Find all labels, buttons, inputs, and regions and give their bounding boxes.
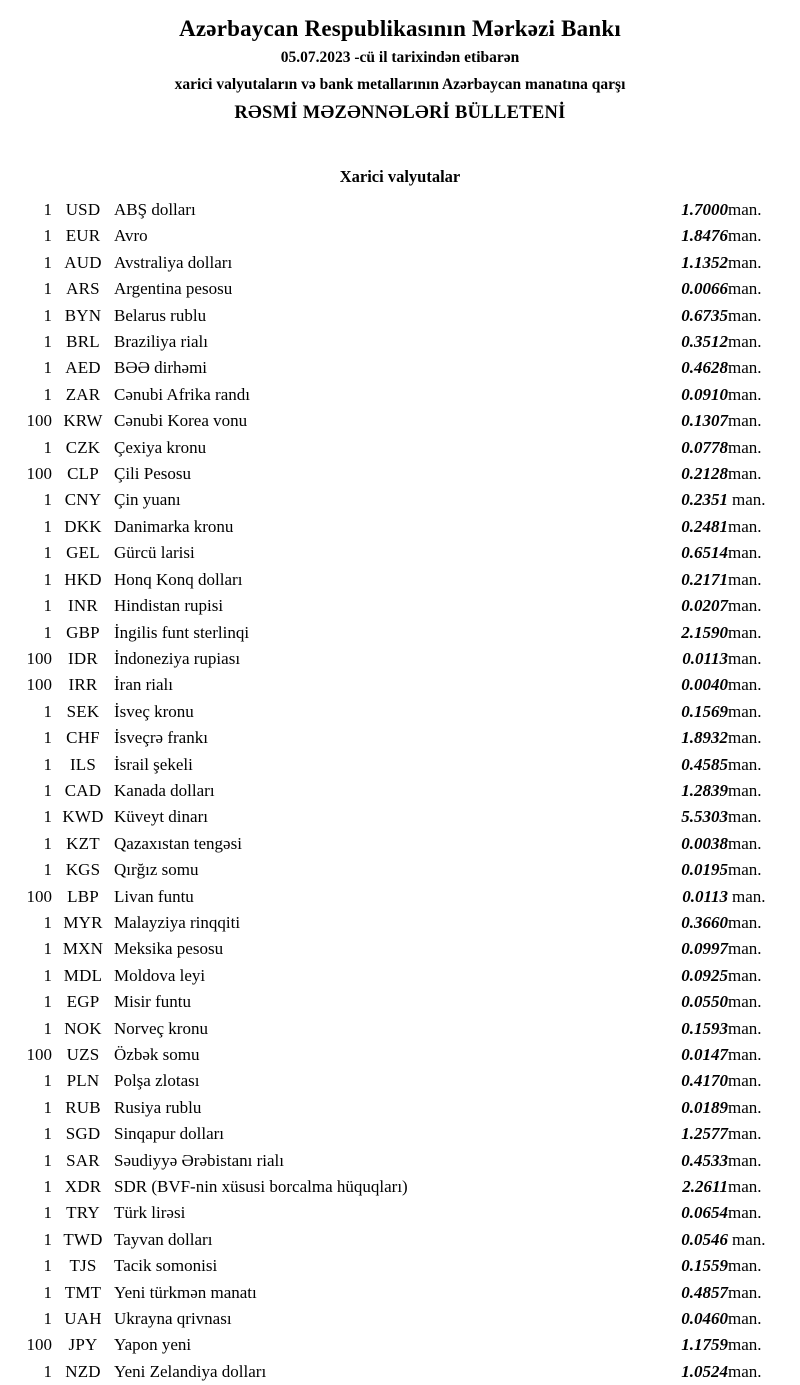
table-row: [0, 355, 800, 381]
currency-rate: 0.4628: [681, 358, 728, 378]
currency-quantity: 1: [43, 305, 52, 325]
table-row: [0, 884, 800, 910]
currency-rate: 0.4857: [681, 1282, 728, 1302]
currency-unit: man.: [728, 279, 762, 299]
exchange-rates-table: [0, 197, 800, 1385]
currency-name: Avro: [114, 226, 148, 246]
currency-name: Yeni türkmən manatı: [114, 1282, 257, 1302]
currency-name: İsveç kronu: [114, 701, 194, 721]
currency-quantity: 1: [43, 701, 52, 721]
currency-code: PLN: [66, 1071, 100, 1091]
currency-code: XDR: [64, 1177, 102, 1197]
currency-quantity: 1: [43, 1309, 52, 1329]
currency-quantity: 1: [43, 1282, 52, 1302]
currency-name: Danimarka kronu: [114, 516, 234, 536]
currency-quantity: 1: [43, 754, 52, 774]
currency-code: GBP: [66, 622, 100, 642]
table-row: [0, 804, 800, 830]
currency-quantity: 1: [43, 860, 52, 880]
currency-rate: 0.0147: [681, 1045, 728, 1064]
currency-rate: 0.0113: [682, 886, 728, 906]
currency-unit: man.: [728, 411, 762, 431]
table-row: [0, 250, 800, 276]
currency-quantity: 100: [26, 1335, 52, 1355]
currency-rate: 1.8932: [681, 728, 728, 748]
currency-rate: 0.6735: [681, 305, 728, 325]
currency-name: Livan funtu: [114, 886, 194, 906]
currency-unit: man.: [728, 1018, 762, 1038]
currency-unit: man.: [728, 200, 762, 219]
currency-rate: 1.0524: [681, 1361, 728, 1381]
table-row: [0, 1359, 800, 1385]
currency-code: KGS: [65, 860, 101, 880]
currency-rate: 0.0910: [681, 384, 728, 404]
currency-rate: 1.8476: [681, 226, 728, 246]
currency-code: UAH: [64, 1309, 102, 1329]
currency-unit: man.: [728, 1124, 762, 1144]
currency-code: KZT: [66, 833, 100, 853]
currency-code: SGD: [65, 1124, 101, 1144]
table-row: [0, 461, 800, 487]
currency-name: Çexiya kronu: [114, 437, 207, 457]
currency-rate: 2.1590: [681, 622, 728, 642]
currency-code: IRR: [68, 675, 98, 695]
currency-code: TJS: [69, 1256, 97, 1276]
currency-rate: 0.0066: [681, 279, 728, 299]
currency-unit: man.: [728, 648, 762, 668]
currency-code: KWD: [62, 807, 104, 827]
currency-code: AED: [65, 358, 101, 378]
currency-rate: 0.2481: [681, 516, 728, 536]
table-row: [0, 1042, 800, 1068]
currency-quantity: 1: [43, 332, 52, 352]
currency-code: NZD: [65, 1361, 101, 1381]
currency-rate: 0.3512: [681, 332, 728, 352]
currency-unit: man.: [728, 780, 762, 800]
currency-code: MXN: [62, 939, 104, 959]
currency-quantity: 100: [26, 675, 52, 695]
currency-unit: man.: [728, 384, 762, 404]
currency-code: CHF: [66, 728, 100, 748]
currency-quantity: 1: [43, 965, 52, 985]
currency-name: Ukrayna qrivnası: [114, 1309, 232, 1329]
table-row: [0, 1121, 800, 1147]
currency-rate: 1.2577: [681, 1124, 728, 1144]
currency-unit: man.: [728, 569, 762, 589]
currency-name: Yeni Zelandiya dolları: [114, 1361, 267, 1381]
currency-unit: man.: [728, 992, 762, 1012]
currency-rate: 0.6514: [681, 543, 728, 563]
currency-quantity: 1: [43, 569, 52, 589]
currency-rate: 0.3660: [681, 912, 728, 932]
table-row: [0, 567, 800, 593]
effective-date-line: 05.07.2023 -cü il tarixindən etibarən: [280, 49, 520, 66]
currency-quantity: 100: [26, 411, 52, 431]
currency-code: UZS: [66, 1045, 100, 1064]
currency-unit: man.: [728, 1361, 762, 1381]
currency-code: MDL: [63, 965, 103, 985]
currency-unit: man.: [728, 965, 762, 985]
currency-rate: 5.5303: [681, 807, 728, 827]
currency-rate: 0.0195: [681, 860, 728, 880]
currency-name: Gürcü larisi: [114, 543, 195, 563]
table-row: [0, 382, 800, 408]
currency-quantity: 1: [43, 437, 52, 457]
currency-quantity: 1: [43, 1177, 52, 1197]
currency-code: ARS: [66, 279, 100, 299]
currency-name: Meksika pesosu: [114, 939, 224, 959]
table-row: [0, 197, 800, 223]
currency-name: ABŞ dolları: [114, 200, 196, 219]
currency-quantity: 1: [43, 384, 52, 404]
currency-code: INR: [68, 596, 98, 616]
currency-name: İran rialı: [114, 675, 173, 695]
bulletin-title: RƏSMİ MƏZƏNNƏLƏRİ BÜLLETENİ: [234, 103, 566, 123]
table-row: [0, 1068, 800, 1094]
currency-quantity: 1: [43, 833, 52, 853]
currency-rate: 0.0207: [681, 596, 728, 616]
currency-quantity: 1: [43, 1018, 52, 1038]
currency-name: Küveyt dinarı: [114, 807, 208, 827]
currency-name: Polşa zlotası: [114, 1071, 200, 1091]
currency-code: CNY: [64, 490, 102, 510]
currency-unit: man.: [728, 1177, 762, 1197]
table-row: [0, 435, 800, 461]
currency-quantity: 1: [43, 543, 52, 563]
currency-quantity: 100: [26, 1045, 52, 1064]
currency-rate: 2.2611: [682, 1177, 728, 1197]
currency-name: Tayvan dolları: [114, 1229, 213, 1249]
currency-code: EGP: [66, 992, 100, 1012]
currency-rate: 0.1559: [681, 1256, 728, 1276]
currency-name: Türk lirəsi: [114, 1203, 186, 1223]
currency-unit: man.: [728, 807, 762, 827]
currency-code: TRY: [66, 1203, 100, 1223]
currency-unit: man.: [728, 1309, 762, 1329]
currency-unit: man.: [728, 754, 762, 774]
currency-quantity: 1: [43, 939, 52, 959]
table-row: [0, 1148, 800, 1174]
currency-unit: man.: [728, 332, 762, 352]
currency-unit: man.: [728, 516, 762, 536]
currency-name: Argentina pesosu: [114, 279, 233, 299]
currency-unit: man.: [728, 226, 762, 246]
subject-line: xarici valyutaların və bank metallarının Azərbaycan manatına qarşı: [174, 76, 626, 93]
currency-name: İsrail şekeli: [114, 754, 193, 774]
currency-unit: man.: [728, 252, 762, 272]
currency-name: Honq Konq dolları: [114, 569, 243, 589]
currency-unit: man.: [728, 543, 762, 563]
currency-rate: 0.0189: [681, 1097, 728, 1117]
currency-quantity: 1: [43, 226, 52, 246]
currency-unit: man.: [728, 1335, 762, 1355]
currency-rate: 1.1352: [681, 252, 728, 272]
table-row: [0, 778, 800, 804]
currency-unit: man.: [728, 437, 762, 457]
table-row: [0, 1332, 800, 1358]
currency-quantity: 1: [43, 252, 52, 272]
table-row: [0, 646, 800, 672]
currency-code: MYR: [63, 912, 103, 932]
currency-code: CZK: [65, 437, 101, 457]
exchange-rates-body: [0, 197, 800, 1385]
table-row: [0, 1253, 800, 1279]
currency-quantity: 100: [26, 648, 52, 668]
table-row: [0, 831, 800, 857]
currency-quantity: 1: [43, 912, 52, 932]
currency-unit: man.: [728, 833, 762, 853]
currency-quantity: 1: [43, 279, 52, 299]
currency-name: SDR (BVF-nin xüsusi borcalma hüquqları): [114, 1177, 408, 1197]
currency-name: Norveç kronu: [114, 1018, 208, 1038]
currency-name: Yapon yeni: [114, 1335, 192, 1355]
table-row: [0, 620, 800, 646]
currency-code: SEK: [66, 701, 100, 721]
currency-quantity: 1: [43, 1229, 52, 1249]
table-row: [0, 514, 800, 540]
currency-quantity: 1: [43, 728, 52, 748]
currency-rate: 0.0460: [681, 1309, 728, 1329]
currency-code: SAR: [66, 1150, 100, 1170]
bank-title: Azərbaycan Respublikasının Mərkəzi Bankı: [179, 16, 621, 41]
currency-unit: man.: [728, 912, 762, 932]
document-header: [0, 16, 800, 124]
currency-name: Cənubi Afrika randı: [114, 384, 250, 404]
table-row: [0, 1095, 800, 1121]
currency-unit: man.: [732, 490, 766, 510]
currency-code: RUB: [65, 1097, 101, 1117]
currency-rate: 1.7000: [681, 200, 728, 219]
currency-name: Səudiyyə Ərəbistanı rialı: [114, 1150, 284, 1170]
currency-unit: man.: [728, 596, 762, 616]
currency-quantity: 1: [43, 622, 52, 642]
currency-name: Çili Pesosu: [114, 464, 191, 484]
currency-name: Cənubi Korea vonu: [114, 411, 248, 431]
currency-unit: man.: [728, 1150, 762, 1170]
currency-unit: man.: [732, 886, 766, 906]
table-row: [0, 408, 800, 434]
currency-code: EUR: [65, 226, 101, 246]
currency-unit: man.: [728, 464, 762, 484]
currency-code: ILS: [69, 754, 97, 774]
currency-quantity: 1: [43, 1256, 52, 1276]
currency-code: CLP: [67, 464, 99, 484]
table-row: [0, 303, 800, 329]
currency-name: Avstraliya dolları: [114, 252, 233, 272]
currency-unit: man.: [728, 1097, 762, 1117]
currency-unit: man.: [728, 358, 762, 378]
currency-rate: 0.4533: [681, 1150, 728, 1170]
table-row: [0, 593, 800, 619]
table-row: [0, 672, 800, 698]
currency-rate: 0.4170: [681, 1071, 728, 1091]
currency-unit: man.: [728, 622, 762, 642]
currency-name: Malayziya rinqqiti: [114, 912, 241, 932]
currency-quantity: 1: [43, 992, 52, 1012]
currency-rate: 0.2351: [681, 490, 728, 510]
currency-unit: man.: [728, 1203, 762, 1223]
currency-unit: man.: [728, 1256, 762, 1276]
section-title-foreign-currencies: Xarici valyutalar: [339, 167, 461, 186]
currency-unit: man.: [732, 1229, 766, 1249]
table-row: [0, 276, 800, 302]
currency-quantity: 100: [26, 886, 52, 906]
table-row: [0, 752, 800, 778]
table-row: [0, 936, 800, 962]
currency-unit: man.: [728, 675, 762, 695]
currency-name: Özbək somu: [114, 1045, 200, 1064]
table-row: [0, 540, 800, 566]
table-row: [0, 1306, 800, 1332]
table-row: [0, 329, 800, 355]
currency-code: USD: [65, 200, 101, 219]
table-row: [0, 910, 800, 936]
table-row: [0, 1016, 800, 1042]
currency-quantity: 1: [43, 807, 52, 827]
currency-code: AUD: [64, 252, 102, 272]
currency-rate: 0.0113: [682, 648, 728, 668]
currency-rate: 0.1569: [681, 701, 728, 721]
currency-name: İsveçrə frankı: [114, 728, 208, 748]
currency-code: HKD: [64, 569, 102, 589]
currency-unit: man.: [728, 1045, 762, 1064]
currency-unit: man.: [728, 860, 762, 880]
currency-code: GEL: [66, 543, 100, 563]
currency-name: Qazaxıstan tengəsi: [114, 833, 242, 853]
currency-rate: 0.0925: [681, 965, 728, 985]
table-row: [0, 699, 800, 725]
table-row: [0, 1227, 800, 1253]
currency-rate: 0.2128: [681, 464, 728, 484]
currency-rate: 0.0038: [681, 833, 728, 853]
currency-name: Moldova leyi: [114, 965, 206, 985]
currency-quantity: 1: [43, 358, 52, 378]
currency-quantity: 1: [43, 1124, 52, 1144]
currency-code: BRL: [66, 332, 100, 352]
currency-code: LBP: [67, 886, 99, 906]
currency-code: IDR: [68, 648, 98, 668]
table-row: [0, 223, 800, 249]
currency-unit: man.: [728, 1282, 762, 1302]
currency-quantity: 1: [43, 780, 52, 800]
currency-name: Çin yuanı: [114, 490, 181, 510]
currency-quantity: 1: [43, 1361, 52, 1381]
currency-rate: 0.1593: [681, 1018, 728, 1038]
currency-rate: 0.0778: [681, 437, 728, 457]
table-row: [0, 1174, 800, 1200]
currency-name: İngilis funt sterlinqi: [114, 622, 250, 642]
currency-rate: 1.2839: [681, 780, 728, 800]
table-row: [0, 963, 800, 989]
currency-name: BƏƏ dirhəmi: [114, 358, 208, 378]
currency-code: DKK: [64, 516, 102, 536]
currency-quantity: 1: [43, 1097, 52, 1117]
currency-code: TWD: [63, 1229, 103, 1249]
currency-code: KRW: [63, 411, 103, 431]
currency-rate: 0.1307: [681, 411, 728, 431]
currency-rate: 1.1759: [681, 1335, 728, 1355]
currency-unit: man.: [728, 305, 762, 325]
currency-quantity: 1: [43, 516, 52, 536]
currency-rate: 0.4585: [681, 754, 728, 774]
table-row: [0, 1200, 800, 1226]
currency-unit: man.: [728, 939, 762, 959]
currency-quantity: 1: [43, 1150, 52, 1170]
currency-quantity: 100: [26, 464, 52, 484]
currency-name: Sinqapur dolları: [114, 1124, 225, 1144]
currency-code: JPY: [68, 1335, 98, 1355]
currency-quantity: 1: [43, 1071, 52, 1091]
currency-rate: 0.0040: [681, 675, 728, 695]
currency-code: CAD: [64, 780, 102, 800]
currency-rate: 0.0654: [681, 1203, 728, 1223]
currency-code: ZAR: [65, 384, 101, 404]
currency-name: Rusiya rublu: [114, 1097, 202, 1117]
currency-rate: 0.0550: [681, 992, 728, 1012]
currency-quantity: 1: [43, 200, 52, 219]
currency-name: Tacik somonisi: [114, 1256, 218, 1276]
table-row: [0, 487, 800, 513]
table-row: [0, 1280, 800, 1306]
currency-name: Misir funtu: [114, 992, 191, 1012]
currency-name: Kanada dolları: [114, 780, 215, 800]
currency-name: İndoneziya rupiası: [114, 648, 241, 668]
currency-quantity: 1: [43, 596, 52, 616]
currency-code: TMT: [64, 1282, 102, 1302]
currency-name: Qırğız somu: [114, 860, 199, 880]
table-row: [0, 989, 800, 1015]
currency-name: Belarus rublu: [114, 305, 207, 325]
table-row: [0, 725, 800, 751]
currency-quantity: 1: [43, 1203, 52, 1223]
table-row: [0, 857, 800, 883]
currency-unit: man.: [728, 728, 762, 748]
currency-unit: man.: [728, 1071, 762, 1091]
currency-rate: 0.2171: [681, 569, 728, 589]
currency-name: Braziliya rialı: [114, 332, 208, 352]
currency-unit: man.: [728, 701, 762, 721]
currency-rate: 0.0997: [681, 939, 728, 959]
currency-code: NOK: [64, 1018, 102, 1038]
currency-code: BYN: [64, 305, 102, 325]
currency-rate: 0.0546: [681, 1229, 728, 1249]
currency-quantity: 1: [43, 490, 52, 510]
currency-name: Hindistan rupisi: [114, 596, 224, 616]
